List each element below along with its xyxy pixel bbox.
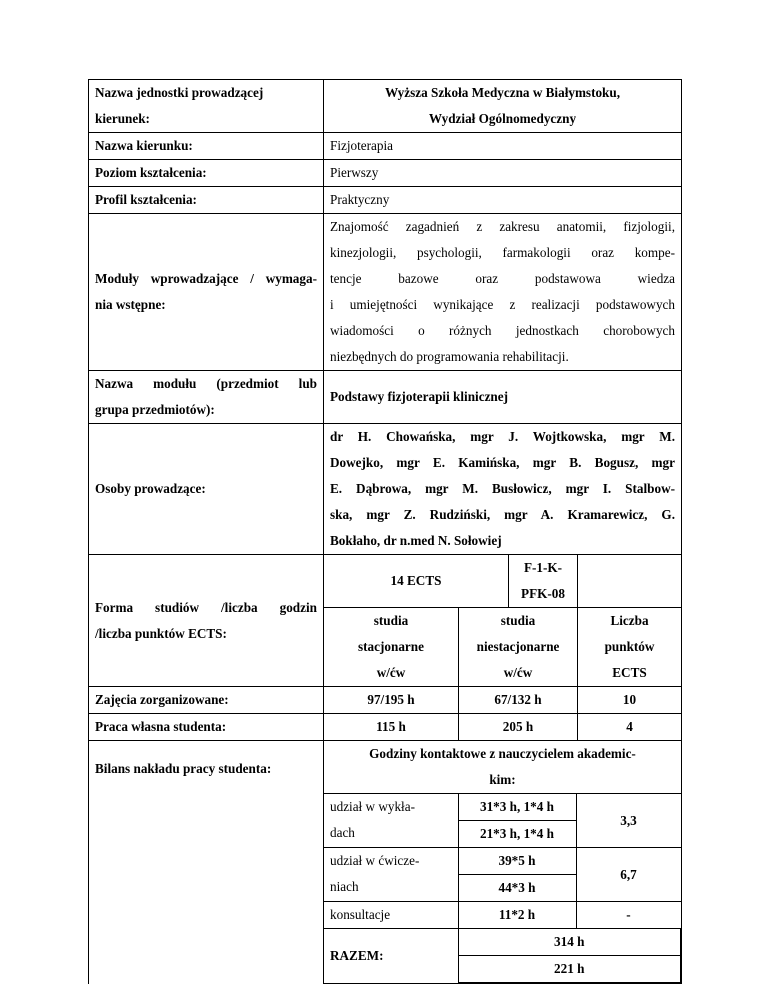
consult-row (324, 902, 681, 929)
contact-hours-header-line: Godziny kontaktowe z nauczycielem akademic- (369, 746, 636, 761)
part-time-header-line: w/ćw (503, 665, 533, 680)
own-work-ects: 4 (578, 714, 682, 741)
total-part-time: 221 h (458, 956, 681, 983)
balance-detail-table (324, 794, 681, 983)
lectures-part-time: 21*3 h, 1*4 h (458, 821, 576, 848)
contact-hours-header (324, 741, 681, 794)
organized-label: Zajęcia zorganizowane: (89, 687, 324, 714)
unit-row (89, 80, 682, 133)
consult-value: 11*2 h (458, 902, 576, 929)
exercises-ects: 6,7 (576, 848, 681, 902)
exercises-full-time: 39*5 h (458, 848, 576, 875)
level-row (89, 160, 682, 187)
own-work-full-time: 115 h (324, 714, 459, 741)
exercises-label-line: niach (330, 879, 359, 894)
field-row (89, 133, 682, 160)
exercises-label-line: udział w ćwicze- (330, 853, 420, 868)
prereq-label-line1: Moduły wprowadzające / wymaga- (95, 271, 317, 286)
teacher-line: Bokłaho, dr n.med N. Sołowiej (330, 533, 502, 548)
organized-row (89, 687, 682, 714)
lectures-row (324, 794, 681, 821)
total-row (324, 929, 681, 956)
ects-points-header-line: ECTS (612, 665, 647, 680)
lectures-full-time: 31*3 h, 1*4 h (458, 794, 576, 821)
prereq-label (89, 214, 324, 371)
balance-block (324, 741, 682, 984)
organized-ects: 10 (578, 687, 682, 714)
full-time-header-line: studia (373, 613, 409, 628)
teacher-line: ska, mgr Z. Rudziński, mgr A. Kramarewicz, G. (330, 507, 675, 522)
study-form-label-line2: /liczba punktów ECTS: (95, 625, 227, 641)
full-time-header (324, 608, 459, 687)
prereq-line: kinezjologii, psychologii, farmakologii oraz kompe- (330, 245, 675, 260)
field-value: Fizjoterapia (324, 133, 682, 160)
teachers-value (324, 424, 682, 555)
prereq-line: niezbędnych do programowania rehabilitacji. (330, 349, 569, 364)
total-label: RAZEM: (324, 929, 458, 983)
ects-points-header-line: Liczba (610, 613, 649, 628)
prereq-row (89, 214, 682, 371)
consult-label: konsultacje (324, 902, 458, 929)
ects-points-header-line: punktów (604, 639, 655, 654)
module-label-line2: grupa przedmiotów): (95, 402, 215, 417)
study-form-label (89, 555, 324, 687)
balance-row (89, 741, 682, 984)
prereq-value (324, 214, 682, 371)
module-value: Podstawy fizjoterapii klinicznej (324, 371, 682, 424)
unit-value (324, 80, 682, 133)
profile-value: Praktyczny (324, 187, 682, 214)
teacher-line: Dowejko, mgr E. Kamińska, mgr B. Bogusz, mgr (330, 455, 675, 470)
module-code: F-1-K-PFK-08 (509, 555, 578, 607)
part-time-header (459, 608, 578, 687)
module-label-line1: Nazwa modułu (przedmiot lub (95, 376, 317, 391)
module-code-tail (578, 555, 682, 608)
lectures-label-line: dach (330, 825, 355, 840)
consult-ects: - (576, 902, 681, 929)
course-card-table (88, 79, 682, 984)
full-time-header-line: stacjonarne (358, 639, 424, 654)
organized-full-time: 97/195 h (324, 687, 459, 714)
teacher-line: E. Dąbrowa, mgr M. Busłowicz, mgr I. Stalbow- (330, 481, 675, 496)
own-work-part-time: 205 h (459, 714, 578, 741)
level-value: Pierwszy (324, 160, 682, 187)
prereq-line: i umiejętności wynikające z realizacji podstawowych (330, 297, 675, 312)
unit-value-line2: Wydział Ogólnomedyczny (428, 111, 577, 126)
unit-label-line1: Nazwa jednostki prowadzącej (95, 85, 264, 100)
ects-points-header (578, 608, 682, 687)
ects-top-cell (324, 555, 578, 608)
own-work-row (89, 714, 682, 741)
balance-label-text: Bilans nakładu pracy studenta: (95, 761, 272, 776)
prereq-label-line2: nia wstępne: (95, 297, 166, 312)
lectures-label (324, 794, 458, 848)
exercises-part-time: 44*3 h (458, 875, 576, 902)
profile-row (89, 187, 682, 214)
teachers-label: Osoby prowadzące: (89, 424, 324, 555)
unit-label (89, 80, 324, 133)
teacher-line: dr H. Chowańska, mgr J. Wojtkowska, mgr M. (330, 429, 675, 444)
module-row (89, 371, 682, 424)
lectures-label-line: udział w wykła- (330, 799, 415, 814)
prereq-line: tencje bazowe oraz podstawowa wiedza (330, 271, 675, 286)
module-label (89, 371, 324, 424)
unit-label-line2: kierunek: (95, 111, 150, 126)
study-form-label-line1: Forma studiów /liczba godzin (95, 599, 317, 615)
profile-label: Profil kształcenia: (89, 187, 324, 214)
teachers-row (89, 424, 682, 555)
level-label: Poziom kształcenia: (89, 160, 324, 187)
prereq-line: Znajomość zagadnień z zakresu anatomii, fizjologii, (330, 219, 675, 234)
total-full-time: 314 h (458, 929, 681, 956)
part-time-header-line: studia (500, 613, 536, 628)
exercises-label (324, 848, 458, 902)
part-time-header-line: niestacjonarne (476, 639, 560, 654)
lectures-ects: 3,3 (576, 794, 681, 848)
ects-top-split (324, 555, 577, 607)
prereq-line: wiadomości o różnych jednostkach chorobowych (330, 323, 675, 338)
ects-total-row (89, 555, 682, 608)
field-label: Nazwa kierunku: (89, 133, 324, 160)
organized-part-time: 67/132 h (459, 687, 578, 714)
contact-hours-header-line: kim: (489, 772, 516, 787)
unit-value-line1: Wyższa Szkoła Medyczna w Białymstoku, (384, 85, 621, 100)
ects-total: 14 ECTS (324, 555, 509, 607)
own-work-label: Praca własna studenta: (89, 714, 324, 741)
exercises-row (324, 848, 681, 875)
full-time-header-line: w/ćw (376, 665, 406, 680)
balance-label (89, 741, 324, 984)
